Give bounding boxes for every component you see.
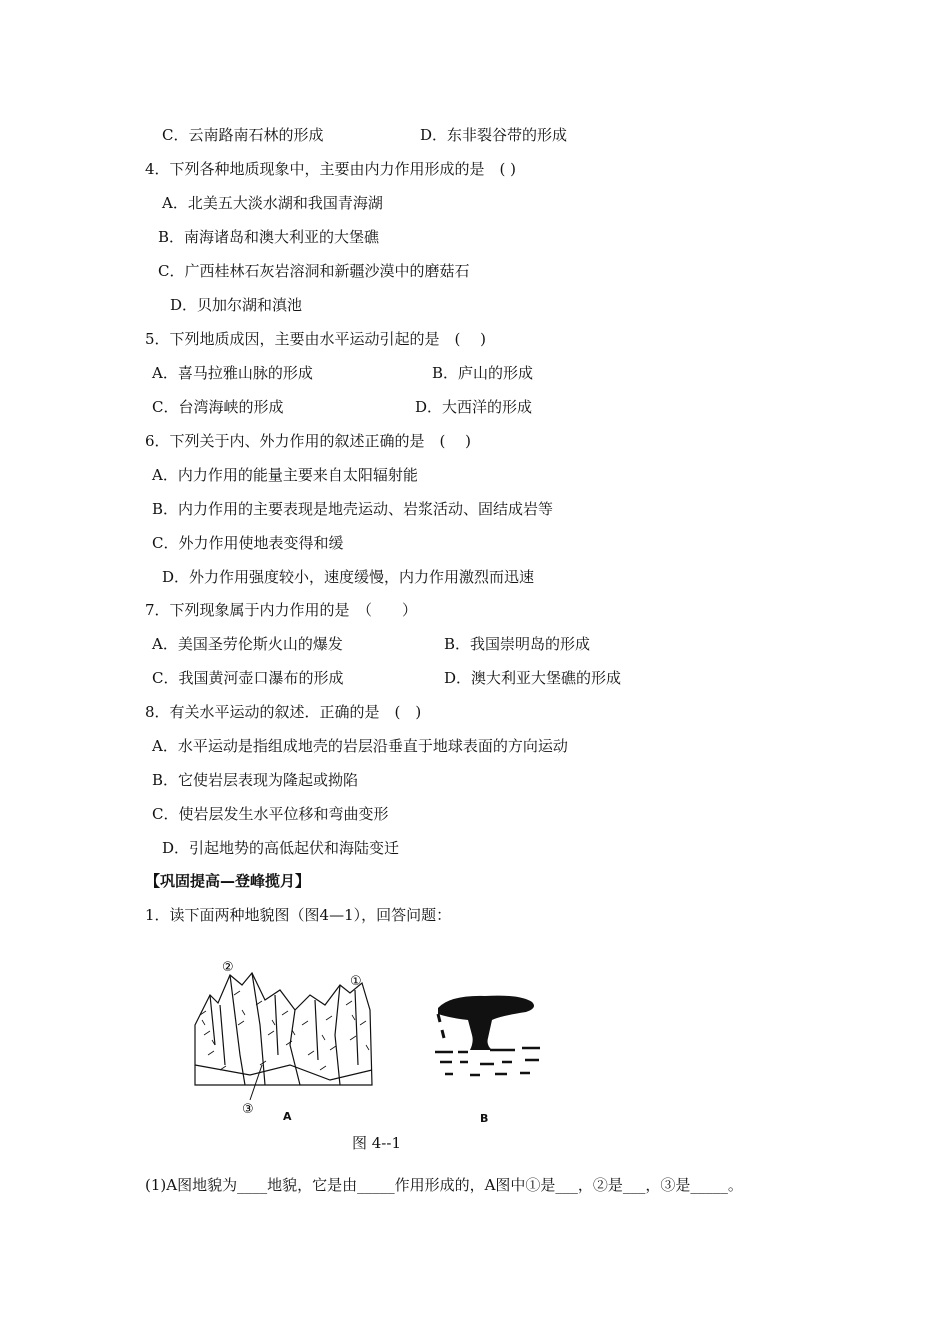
text-line: A．喜马拉雅山脉的形成 <box>152 364 313 382</box>
figure-mark-2: ② <box>222 960 234 975</box>
text-line: 6．下列关于内、外力作用的叙述正确的是 ( ) <box>145 432 472 450</box>
text-line: C．使岩层发生水平位移和弯曲变形 <box>152 805 389 823</box>
text-line: D．大西洋的形成 <box>415 398 533 416</box>
text-line: A．美国圣劳伦斯火山的爆发 <box>152 635 343 653</box>
text-line: 8．有关水平运动的叙述．正确的是 ( ) <box>145 703 422 721</box>
text-line: D．澳大利亚大堡礁的形成 <box>444 669 622 687</box>
text-line: 5．下列地质成因，主要由水平运动引起的是 ( ) <box>145 330 487 348</box>
text-line: B．庐山的形成 <box>432 364 534 382</box>
text-line: B．内力作用的主要表现是地壳运动、岩浆活动、固结成岩等 <box>152 500 554 518</box>
text-line: A．北美五大淡水湖和我国青海湖 <box>162 194 383 212</box>
text-line: C．我国黄河壶口瀑布的形成 <box>152 669 344 687</box>
text-line: D．贝加尔湖和滇池 <box>170 296 303 314</box>
text-line: D．外力作用强度较小，速度缓慢，内力作用激烈而迅速 <box>162 568 535 586</box>
text-line: 7．下列现象属于内力作用的是 （ ） <box>145 601 418 619</box>
figure-mark-3: ③ <box>242 1102 254 1117</box>
figure-label-a: A <box>283 1110 292 1123</box>
text-line: B．我国崇明岛的形成 <box>444 635 591 653</box>
figure-caption: 图 4--1 <box>352 1134 401 1152</box>
text-line: C．云南路南石林的形成 <box>162 126 324 144</box>
figure-label-b: B <box>480 1112 489 1125</box>
text-line: A．水平运动是指组成地壳的岩层沿垂直于地球表面的方向运动 <box>152 737 568 755</box>
text-line: B．它使岩层表现为隆起或拗陷 <box>152 771 359 789</box>
sub-question-1: (1)A图地貌为____地貌，它是由_____作用形成的，A图中①是___，②是___，③是_____。 <box>145 1176 743 1194</box>
text-line: D．东非裂谷带的形成 <box>420 126 568 144</box>
question-1: 1．读下面两种地貌图（图4—1），回答问题： <box>145 906 452 924</box>
text-line: D．引起地势的高低起伏和海陆变迁 <box>162 839 400 857</box>
text-line: C．广西桂林石灰岩溶洞和新疆沙漠中的磨菇石 <box>158 262 470 280</box>
text-line: A．内力作用的能量主要来自太阳辐射能 <box>152 466 418 484</box>
text-line: C．台湾海峡的形成 <box>152 398 284 416</box>
section-title: 【巩固提高—登峰揽月】 <box>145 872 311 890</box>
figure-mark-1: ① <box>350 974 362 989</box>
figure-a-mountain <box>190 955 380 1120</box>
text-line: 4．下列各种地质现象中，主要由内力作用形成的是 ( ) <box>145 160 517 178</box>
text-line: B．南海诸岛和澳大利亚的大堡礁 <box>158 228 380 246</box>
figure-b-mushroom-rock <box>430 990 560 1085</box>
text-line: C．外力作用使地表变得和缓 <box>152 534 344 552</box>
